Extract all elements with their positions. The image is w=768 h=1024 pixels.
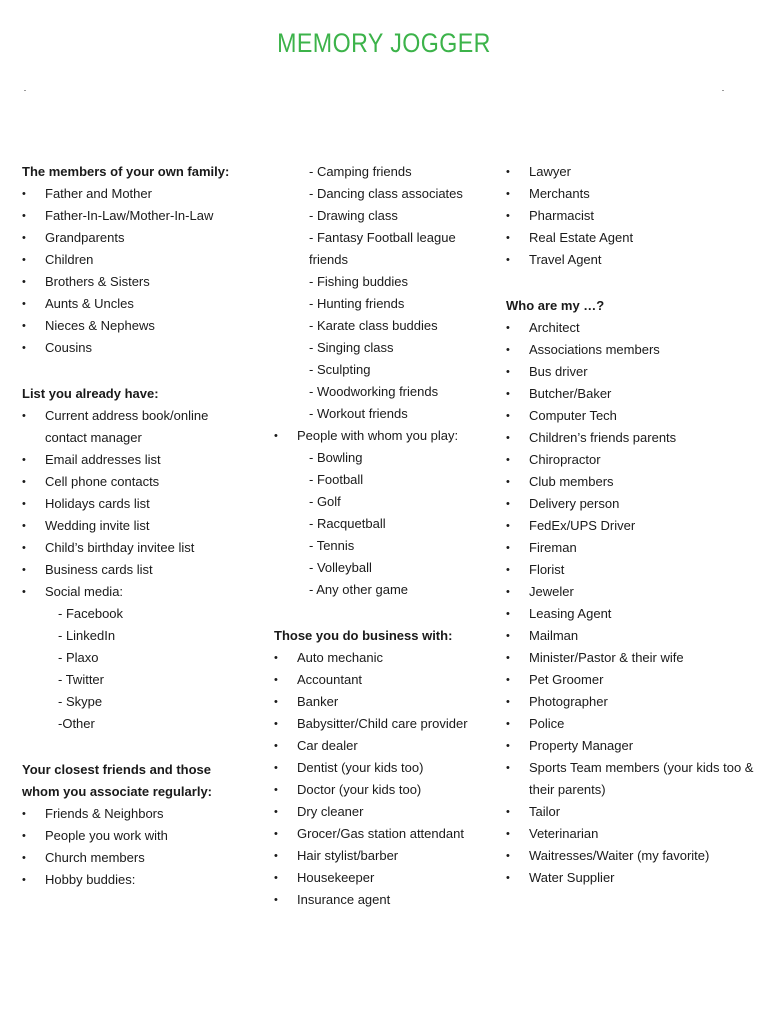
list-item: • Real Estate Agent — [506, 227, 756, 249]
list-item: • Merchants — [506, 183, 756, 205]
list-item: • Police — [506, 713, 756, 735]
list-item: • Banker — [274, 691, 489, 713]
list-item: • Hobby buddies: — [22, 869, 252, 891]
list-item: • Jeweler — [506, 581, 756, 603]
list-item: • Insurance agent — [274, 889, 489, 911]
list-item: • Leasing Agent — [506, 603, 756, 625]
friends-list — [22, 803, 252, 891]
list-item: • Pharmacist — [506, 205, 756, 227]
list-item: • Bus driver — [506, 361, 756, 383]
who-list — [506, 317, 756, 889]
list-item: • Aunts & Uncles — [22, 293, 252, 315]
list-item: • Business cards list — [22, 559, 252, 581]
sub-list-item: - Facebook — [58, 606, 124, 621]
business-list — [274, 647, 489, 911]
list-item: • Social media: — [22, 581, 252, 603]
sub-list-item: - Golf — [309, 494, 341, 509]
list-item: • Sports Team members (your kids too & their parents) — [506, 757, 756, 801]
list-item: • Doctor (your kids too) — [274, 779, 489, 801]
decorative-dot-right — [722, 90, 724, 91]
sub-list-item: - Bowling — [309, 450, 363, 465]
list-item: • Hair stylist/barber — [274, 845, 489, 867]
list-item: • Chiropractor — [506, 449, 756, 471]
hobby-list — [274, 161, 489, 425]
business-cont-list — [506, 161, 756, 271]
sub-list-item: - Football — [309, 472, 364, 487]
list-item: • Housekeeper — [274, 867, 489, 889]
list-item: • Computer Tech — [506, 405, 756, 427]
list-item: • Delivery person — [506, 493, 756, 515]
list-item: • Architect — [506, 317, 756, 339]
sub-list-item: - Karate class buddies — [309, 318, 438, 333]
list-item: • Minister/Pastor & their wife — [506, 647, 756, 669]
page-title: MEMORY JOGGER — [277, 28, 491, 58]
decorative-dot-left — [24, 90, 26, 91]
list-item: • Grocer/Gas station attendant — [274, 823, 489, 845]
list-item: • Brothers & Sisters — [22, 271, 252, 293]
list-item: • Travel Agent — [506, 249, 756, 271]
list-item: • Mailman — [506, 625, 756, 647]
list-item: • People you work with — [22, 825, 252, 847]
business-heading: Those you do business with: — [274, 628, 453, 643]
lists-list — [22, 405, 252, 603]
list-item: • Email addresses list — [22, 449, 252, 471]
list-item: • Auto mechanic — [274, 647, 489, 669]
list-item: • People with whom you play: — [274, 425, 489, 447]
sub-list-item: - Twitter — [58, 672, 104, 687]
social-media-list — [22, 603, 252, 735]
sub-list-item: - Sculpting — [309, 362, 371, 377]
list-item: • Car dealer — [274, 735, 489, 757]
list-item: • Pet Groomer — [506, 669, 756, 691]
column-1 — [22, 161, 252, 891]
list-item: • Child’s birthday invitee list — [22, 537, 252, 559]
list-item: • Holidays cards list — [22, 493, 252, 515]
sub-list-item: - Woodworking friends — [309, 384, 439, 399]
sub-list-item: - Tennis — [309, 538, 355, 553]
list-item: • Father and Mother — [22, 183, 252, 205]
list-item: • FedEx/UPS Driver — [506, 515, 756, 537]
list-item: • Associations members — [506, 339, 756, 361]
sub-list-item: - Hunting friends — [309, 296, 405, 311]
play-sub-list — [274, 447, 489, 601]
list-item: • Grandparents — [22, 227, 252, 249]
family-heading: The members of your own family: — [22, 164, 230, 179]
list-item: • Church members — [22, 847, 252, 869]
list-item: • Friends & Neighbors — [22, 803, 252, 825]
sub-list-item: - Dancing class associates — [309, 186, 463, 201]
list-item: • Cousins — [22, 337, 252, 359]
list-item: • Accountant — [274, 669, 489, 691]
list-item: • Florist — [506, 559, 756, 581]
sub-list-item: - Skype — [58, 694, 103, 709]
who-heading: Who are my …? — [506, 298, 605, 313]
list-item: • Veterinarian — [506, 823, 756, 845]
sub-list-item: - Any other game — [309, 582, 408, 597]
friends-heading: Your closest friends and those whom you associate regularly: — [22, 762, 213, 799]
list-item: • Butcher/Baker — [506, 383, 756, 405]
list-item: • Waitresses/Waiter (my favorite) — [506, 845, 756, 867]
sub-list-item: - Fantasy Football league friends — [309, 230, 456, 267]
column-3 — [506, 161, 756, 889]
list-item: • Wedding invite list — [22, 515, 252, 537]
sub-list-item: - Drawing class — [309, 208, 398, 223]
sub-list-item: - Workout friends — [309, 406, 408, 421]
list-item: • Club members — [506, 471, 756, 493]
list-item: • Lawyer — [506, 161, 756, 183]
sub-list-item: - Singing class — [309, 340, 394, 355]
sub-list-item: - Fishing buddies — [309, 274, 408, 289]
play-list — [274, 425, 489, 447]
sub-list-item: - Racquetball — [309, 516, 386, 531]
list-item: • Current address book/online contact manager — [22, 405, 252, 449]
sub-list-item: - Camping friends — [309, 164, 412, 179]
list-item: • Father-In-Law/Mother-In-Law — [22, 205, 252, 227]
list-item: • Photographer — [506, 691, 756, 713]
list-item: • Tailor — [506, 801, 756, 823]
sub-list-item: -Other — [58, 716, 95, 731]
sub-list-item: - Volleyball — [309, 560, 372, 575]
list-item: • Cell phone contacts — [22, 471, 252, 493]
list-item: • Fireman — [506, 537, 756, 559]
lists-heading: List you already have: — [22, 386, 159, 401]
sub-list-item: - LinkedIn — [58, 628, 116, 643]
list-item: • Water Supplier — [506, 867, 756, 889]
column-2 — [274, 161, 489, 911]
family-list — [22, 183, 252, 359]
list-item: • Nieces & Nephews — [22, 315, 252, 337]
list-item: • Dentist (your kids too) — [274, 757, 489, 779]
sub-list-item: - Plaxo — [58, 650, 99, 665]
list-item: • Property Manager — [506, 735, 756, 757]
list-item: • Babysitter/Child care provider — [274, 713, 489, 735]
list-item: • Dry cleaner — [274, 801, 489, 823]
list-item: • Children — [22, 249, 252, 271]
list-item: • Children’s friends parents — [506, 427, 756, 449]
